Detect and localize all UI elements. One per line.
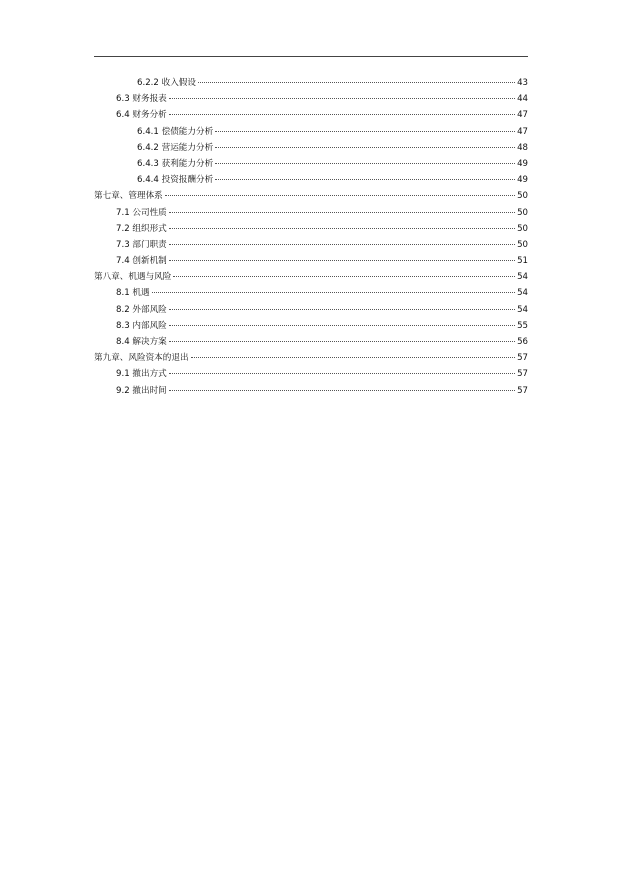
toc-entry[interactable] [94,124,528,140]
toc-entry-label: 7.3 部门职责 [116,239,167,250]
toc-entry[interactable] [94,221,528,237]
toc-leader-dots [169,244,515,245]
toc-entry-label: 6.2.2 收入假设 [137,78,196,88]
toc-entry-label: 9.1 撤出方式 [116,369,167,380]
toc-entry[interactable] [94,107,528,123]
toc-leader-dots [169,309,515,310]
toc-entry-label: 7.4 创新机制 [116,256,167,267]
toc-entry-label: 8.3 内部风险 [116,320,167,331]
toc-entry-label: 7.1 公司性质 [116,207,167,218]
toc-entry[interactable] [94,172,528,188]
toc-leader-dots [169,228,515,229]
toc-entry[interactable] [94,318,528,334]
toc-entry-label: 8.2 外部风险 [116,304,167,315]
toc-entry-label: 6.4.2 营运能力分析 [137,142,214,153]
toc-entry-label: 6.4.4 投资报酬分析 [137,175,214,186]
toc-entry[interactable] [94,156,528,172]
toc-entry-page: 51 [517,256,528,267]
toc-entry[interactable] [94,140,528,156]
toc-entry[interactable] [94,269,528,285]
toc-entry-label: 第七章、管理体系 [94,191,163,202]
toc-entry-page: 47 [517,126,528,137]
toc-entry-label: 6.4.1 偿债能力分析 [137,126,214,137]
toc-entry[interactable] [94,285,528,301]
table-of-contents [94,75,528,399]
toc-entry-page: 49 [517,158,528,169]
toc-leader-dots [215,163,515,164]
toc-leader-dots [169,98,515,99]
toc-leader-dots [169,390,515,391]
toc-entry[interactable] [94,205,528,221]
toc-entry[interactable] [94,253,528,269]
toc-entry-page: 54 [517,304,528,315]
toc-entry[interactable] [94,366,528,382]
toc-entry[interactable] [94,334,528,350]
toc-leader-dots [165,195,515,196]
toc-leader-dots [215,131,515,132]
toc-leader-dots [169,114,515,115]
toc-leader-dots [169,341,515,342]
toc-entry[interactable] [94,75,528,91]
toc-leader-dots [215,147,515,148]
toc-entry-page: 55 [517,320,528,331]
toc-entry[interactable] [94,237,528,253]
toc-entry-page: 50 [517,191,528,202]
toc-entry-page: 57 [517,385,528,396]
toc-entry-page: 50 [517,239,528,250]
toc-entry-label: 第九章、风险资本的退出 [94,353,189,364]
toc-entry-label: 8.1 机遇 [116,288,150,299]
toc-entry-label: 6.3 财务报表 [116,94,167,105]
toc-entry[interactable] [94,350,528,366]
toc-entry-page: 56 [517,337,528,347]
toc-entry-page: 54 [517,272,528,283]
toc-entry-label: 9.2 撤出时间 [116,385,167,396]
toc-leader-dots [169,373,515,374]
toc-entry-page: 44 [517,94,528,105]
toc-entry[interactable] [94,383,528,399]
header-rule [94,56,528,57]
toc-entry-page: 49 [517,175,528,186]
toc-entry-page: 57 [517,369,528,380]
toc-entry-page: 43 [517,78,528,88]
toc-leader-dots [169,260,515,261]
toc-leader-dots [152,292,515,293]
toc-leader-dots [173,276,515,277]
toc-leader-dots [198,82,515,83]
toc-entry-label: 8.4 解决方案 [116,337,167,347]
toc-entry[interactable] [94,302,528,318]
toc-entry[interactable] [94,91,528,107]
toc-leader-dots [191,357,516,358]
toc-entry-page: 48 [517,142,528,153]
toc-entry-label: 第八章、机遇与风险 [94,272,172,283]
toc-entry-page: 54 [517,288,528,299]
toc-leader-dots [169,212,515,213]
toc-entry-label: 6.4 财务分析 [116,110,167,121]
toc-entry-label: 6.4.3 获利能力分析 [137,158,214,169]
toc-entry-page: 57 [517,353,528,364]
toc-entry[interactable] [94,188,528,204]
toc-entry-page: 50 [517,207,528,218]
toc-entry-page: 47 [517,110,528,121]
toc-leader-dots [169,325,515,326]
toc-entry-page: 50 [517,223,528,234]
toc-leader-dots [215,179,515,180]
toc-entry-label: 7.2 组织形式 [116,223,167,234]
